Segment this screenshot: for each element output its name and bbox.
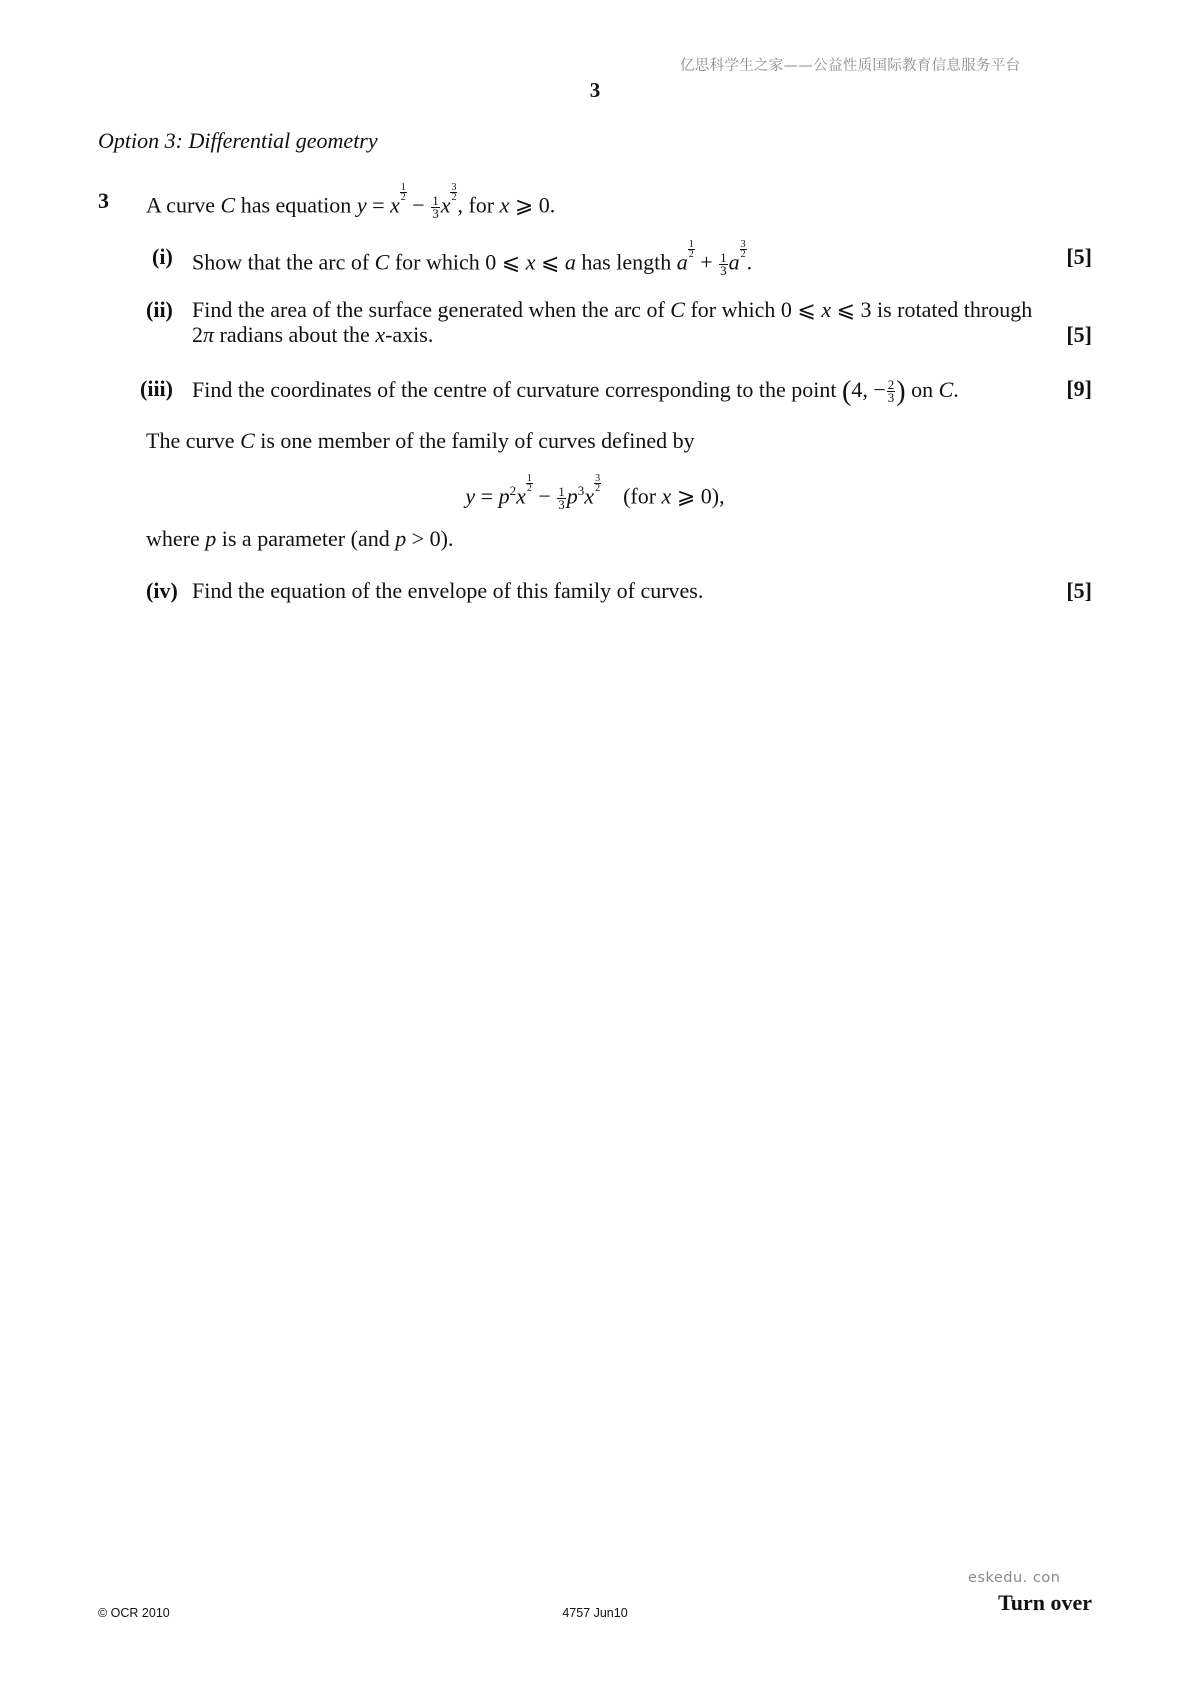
part-iv-marks: [5]: [1066, 578, 1092, 603]
part-i-marks: [5]: [1066, 244, 1092, 269]
part-ii-marks: [5]: [1066, 322, 1092, 347]
part-iii-label: (iii): [140, 376, 173, 401]
option-title: Option 3: Differential geometry: [98, 128, 378, 153]
part-iii-marks: [9]: [1066, 376, 1092, 401]
question-number: 3: [98, 188, 109, 213]
page-number: 3: [589, 78, 601, 102]
watermark-bottom: eskedu. con: [968, 1570, 1061, 1586]
watermark-top: 亿思科学生之家——公益性质国际教育信息服务平台: [680, 58, 1021, 74]
part-ii-text-line1: Find the area of the surface generated when the arc of C for which 0 ⩽ x ⩽ 3 is rotated through: [192, 297, 1033, 322]
family-equation: $y = p^2x$ $\frac{1}{2}$ − $\frac{1}{3}$ $p^3x$ $\frac{3}{2}$ (for x ⩾ 0),: [465, 473, 725, 512]
footer-copyright: © OCR 2010: [98, 1606, 170, 1620]
question-stem: A curve C has equation y = x $\frac{1}{2}$ − $\frac{1}{3}$ x $\frac{3}{2}$ , for x ⩾ 0.: [146, 182, 556, 221]
part-iv-text: Find the equation of the envelope of this family of curves.: [192, 578, 704, 603]
part-ii-text-line2: 2π radians about the x-axis.: [192, 322, 434, 347]
parameter-note: where p is a parameter (and p > 0).: [146, 526, 454, 551]
part-iii-text: Find the coordinates of the centre of curvature corresponding to the point (4, − $\frac{2}{3}$ ) on C.: [192, 376, 959, 407]
part-iv-label: (iv): [146, 578, 178, 603]
part-i-text: Show that the arc of C for which 0 ⩽ x ⩽ a has length a $\frac{1}{2}$ + $\frac{1}{3}$ a $\frac{3}{2}$ .: [192, 239, 753, 278]
footer-code: 4757 Jun10: [562, 1606, 628, 1620]
family-intro: The curve C is one member of the family of curves defined by: [146, 428, 695, 453]
turn-over: Turn over: [998, 1590, 1092, 1615]
part-ii-label: (ii): [146, 297, 173, 322]
part-i-label: (i): [152, 244, 173, 269]
